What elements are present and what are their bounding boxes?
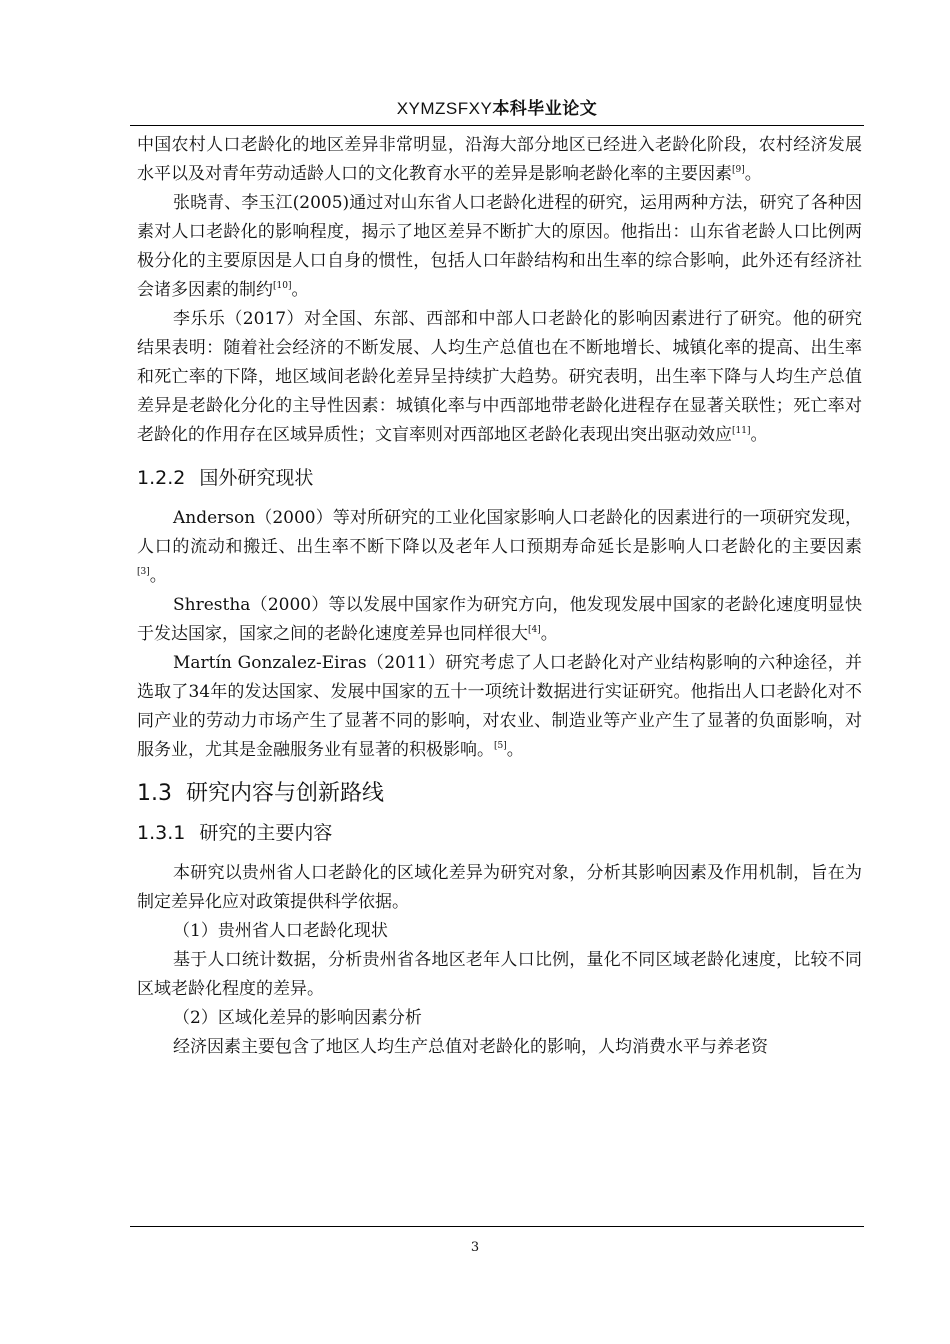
paragraph: Shrestha（2000）等以发展中国家作为研究方向，他发现发展中国家的老龄化速度明显快于发达国家，国家之间的老龄化速度差异也同样很大[4]。 — [137, 595, 862, 644]
section-heading-1-2-2: 1.2.2 国外研究现状 — [137, 467, 314, 489]
page-body — [137, 131, 862, 1062]
citation: [4] — [528, 625, 541, 635]
header-title-zh: 本科毕业论文 — [492, 99, 598, 119]
footer-rule — [130, 1226, 864, 1227]
section-heading-1-3-1: 1.3.1 研究的主要内容 — [137, 822, 333, 844]
citation: [3] — [137, 567, 150, 577]
running-header — [130, 94, 864, 119]
paragraph: 经济因素主要包含了地区人均生产总值对老龄化的影响，人均消费水平与养老资 — [173, 1037, 768, 1057]
page-number: 3 — [470, 1240, 480, 1255]
paragraph: 李乐乐（2017）对全国、东部、西部和中部人口老龄化的影响因素进行了研究。他的研究结果表明：随着社会经济的不断发展、人均生产总值也在不断地增长、城镇化率的提高、出生率和死亡率的下降，地区域间老龄化差异呈持续扩大趋势。研究表明，出生率下降与人均生产总值差异是老龄化分化的主导性因素：城镇化率与中西部地带老龄化进程存在显著关联性；死亡率对老龄化的作用存在区域异质性；文盲率则对西部地区老龄化表现出突出驱动效应[11]。 — [137, 309, 862, 445]
paragraph: 本研究以贵州省人口老龄化的区域化差异为研究对象，分析其影响因素及作用机制，旨在为制定差异化应对政策提供科学依据。 — [137, 863, 862, 912]
citation: [11] — [732, 426, 751, 436]
paragraph: 基于人口统计数据，分析贵州省各地区老年人口比例，量化不同区域老龄化速度，比较不同区域老龄化程度的差异。 — [137, 950, 862, 999]
paragraph: 中国农村人口老龄化的地区差异非常明显，沿海大部分地区已经进入老龄化阶段，农村经济发展水平以及对青年劳动适龄人口的文化教育水平的差异是影响老龄化率的主要因素[9]。 — [137, 135, 862, 184]
paragraph: Martín Gonzalez-Eiras（2011）研究考虑了人口老龄化对产业结构影响的六种途径，并选取了34年的发达国家、发展中国家的五十一项统计数据进行实证研究。他指出人口老龄化对不同产业的劳动力市场产生了显著不同的影响，对农业、制造业等产业产生了显著的负面影响，对服务业，尤其是金融服务业有显著的积极影响。[5]。 — [137, 653, 862, 760]
paragraph: 张晓青、李玉江(2005)通过对山东省人口老龄化进程的研究，运用两种方法，研究了各种因素对人口老龄化的影响程度，揭示了地区差异不断扩大的原因。他指出：山东省老龄人口比例两极分化的主要原因是人口自身的惯性，包括人口年龄结构和出生率的综合影响，此外还有经济社会诸多因素的制约[10]。 — [137, 193, 862, 300]
header-rule — [130, 125, 864, 126]
citation: [10] — [273, 281, 292, 291]
header-title-en: XYMZSFXY — [396, 99, 493, 118]
list-item-heading: （2）区域化差异的影响因素分析 — [173, 1008, 422, 1028]
citation: [5] — [494, 741, 507, 751]
list-item-heading: （1）贵州省人口老龄化现状 — [173, 921, 388, 941]
paragraph: Anderson（2000）等对所研究的工业化国家影响人口老龄化的因素进行的一项研究发现，人口的流动和搬迁、出生率不断下降以及老年人口预期寿命延长是影响人口老龄化的主要因素[3]。 — [137, 508, 862, 586]
section-heading-1-3: 1.3 研究内容与创新路线 — [137, 781, 385, 806]
citation: [9] — [732, 165, 745, 175]
